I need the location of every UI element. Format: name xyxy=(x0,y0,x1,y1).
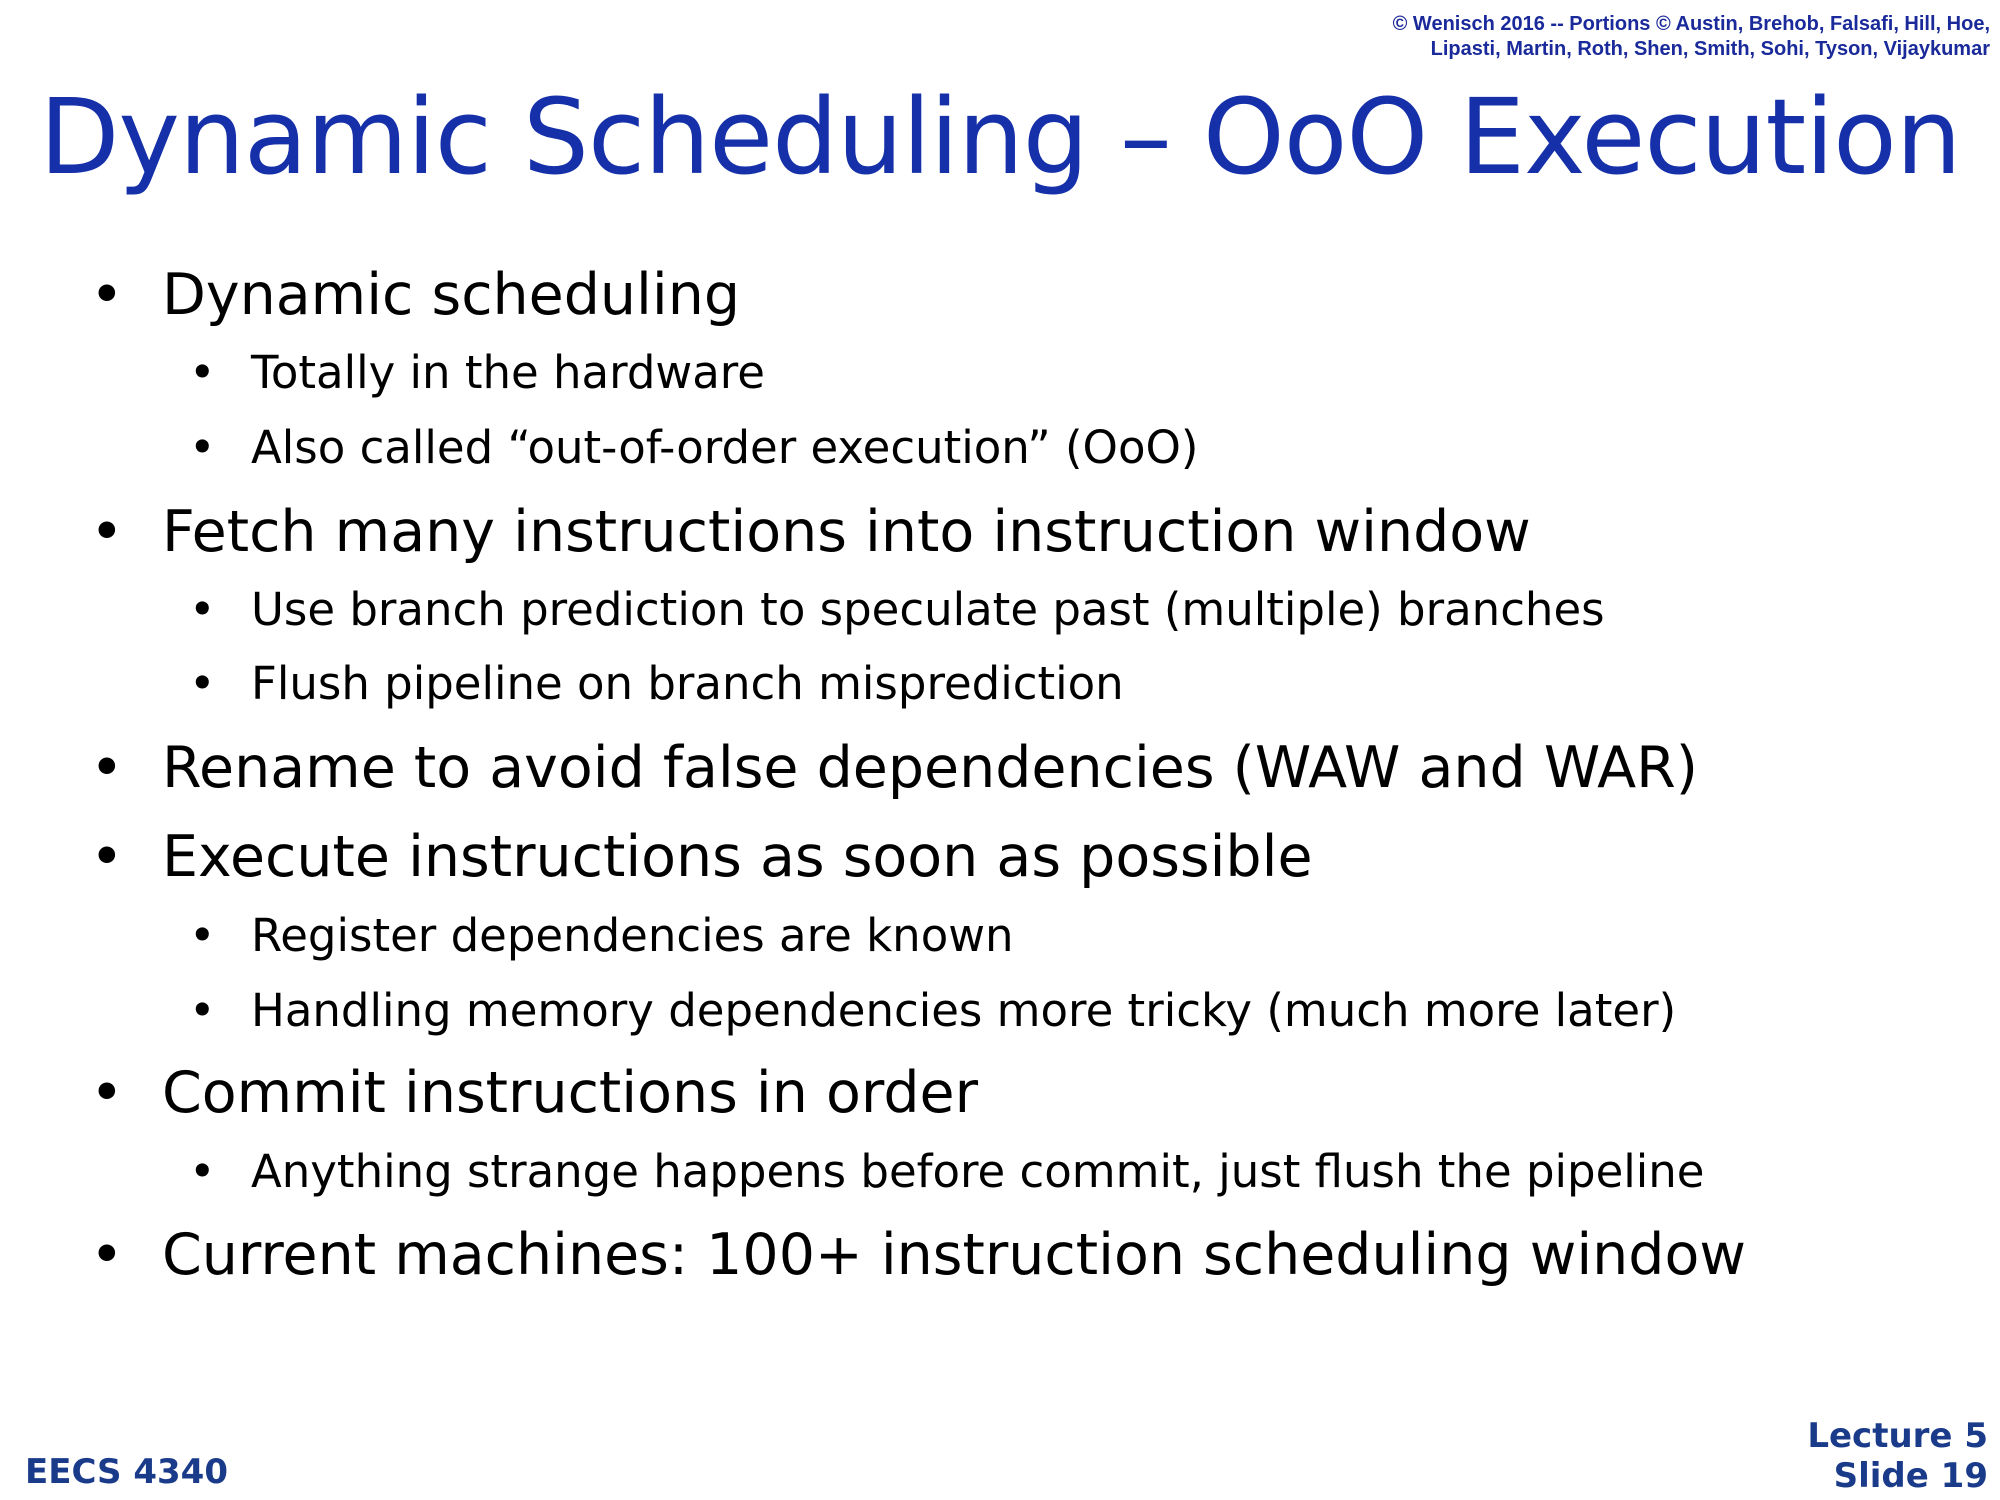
sub-bullet-text: Totally in the hardware xyxy=(251,346,765,399)
sub-bullet-item xyxy=(189,345,765,401)
lecture-label: Lecture 5 xyxy=(1807,1416,1988,1456)
bullet-dot-icon: • xyxy=(189,657,216,710)
bullet-text: Rename to avoid false dependencies (WAW and WAR) xyxy=(162,735,1698,801)
copyright-line-2: Lipasti, Martin, Roth, Shen, Smith, Sohi, Tyson, Vijaykumar xyxy=(1430,38,1990,60)
bullet-dot-icon: • xyxy=(90,262,124,328)
bullet-text: Commit instructions in order xyxy=(162,1060,979,1126)
bullet-text: Execute instructions as soon as possible xyxy=(162,824,1313,890)
sub-bullet-item xyxy=(189,983,1677,1039)
sub-bullet-text: Also called “out-of-order execution” (OoO) xyxy=(251,421,1199,474)
sub-bullet-text: Flush pipeline on branch misprediction xyxy=(251,657,1124,710)
bullet-dot-icon: • xyxy=(90,1060,124,1126)
slide-number-block xyxy=(1807,1416,1988,1496)
bullet-item xyxy=(90,1220,1746,1290)
bullet-dot-icon: • xyxy=(90,499,124,565)
sub-bullet-text: Use branch prediction to speculate past (multiple) branches xyxy=(251,583,1605,636)
sub-bullet-item xyxy=(189,420,1199,476)
bullet-dot-icon: • xyxy=(189,421,216,474)
slide-title: Dynamic Scheduling – OoO Execution xyxy=(39,76,1961,198)
bullet-item xyxy=(90,1058,979,1128)
bullet-dot-icon: • xyxy=(189,984,216,1037)
slide-label: Slide 19 xyxy=(1833,1456,1988,1496)
bullet-dot-icon: • xyxy=(189,1145,216,1198)
copyright-line-1: © Wenisch 2016 -- Portions © Austin, Brehob, Falsafi, Hill, Hoe, xyxy=(1392,13,1990,35)
bullet-item xyxy=(90,260,741,330)
bullet-dot-icon: • xyxy=(90,824,124,890)
sub-bullet-item xyxy=(189,1144,1705,1200)
sub-bullet-text: Anything strange happens before commit, just flush the pipeline xyxy=(251,1145,1705,1198)
sub-bullet-item xyxy=(189,582,1605,638)
sub-bullet-item xyxy=(189,908,1014,964)
bullet-text: Dynamic scheduling xyxy=(162,262,741,328)
course-label: EECS 4340 xyxy=(25,1452,228,1492)
bullet-dot-icon: • xyxy=(90,1222,124,1288)
bullet-dot-icon: • xyxy=(189,583,216,636)
bullet-text: Current machines: 100+ instruction scheduling window xyxy=(162,1222,1746,1288)
sub-bullet-text: Handling memory dependencies more tricky (much more later) xyxy=(251,984,1677,1037)
sub-bullet-text: Register dependencies are known xyxy=(251,909,1014,962)
bullet-dot-icon: • xyxy=(189,346,216,399)
sub-bullet-item xyxy=(189,656,1124,712)
bullet-item xyxy=(90,497,1531,567)
bullet-dot-icon: • xyxy=(90,735,124,801)
bullet-item xyxy=(90,733,1698,803)
bullet-item xyxy=(90,822,1313,892)
bullet-dot-icon: • xyxy=(189,909,216,962)
bullet-text: Fetch many instructions into instruction window xyxy=(162,499,1531,565)
